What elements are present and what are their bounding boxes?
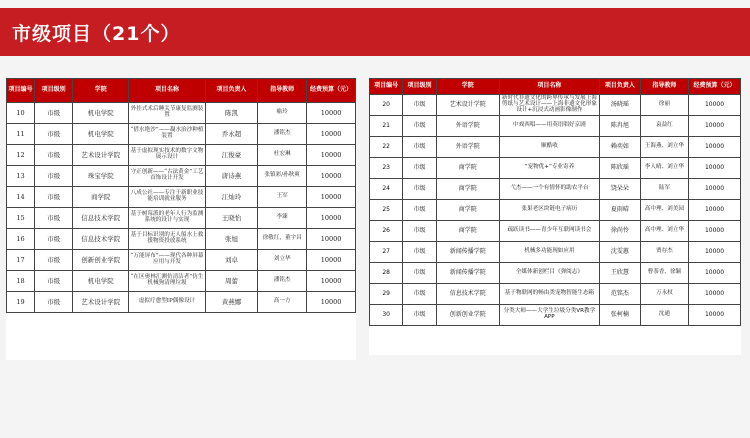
advisor-name: 王军 xyxy=(258,187,307,208)
project-level: 市级 xyxy=(34,292,72,313)
header-cell: 经费预算（元） xyxy=(307,79,356,103)
project-name: “宠物优+”专业寄养 xyxy=(499,158,599,179)
budget-amount: 10000 xyxy=(689,284,741,305)
header-cell: 项目负责人 xyxy=(599,79,640,95)
project-leader: 张柯楠 xyxy=(599,305,640,326)
table-row xyxy=(7,292,356,313)
table-row xyxy=(370,200,741,221)
project-number: 10 xyxy=(7,103,35,124)
header-cell: 项目编号 xyxy=(7,79,35,103)
project-level: 市级 xyxy=(403,137,436,158)
advisor-name: 高中理、刘立华 xyxy=(640,221,688,242)
project-number: 23 xyxy=(370,158,403,179)
college-name: 机电学院 xyxy=(73,271,129,292)
advisor-name: 高一方 xyxy=(258,292,307,313)
right-project-table xyxy=(369,78,741,355)
college-name: 商学院 xyxy=(73,187,129,208)
project-number: 19 xyxy=(7,292,35,313)
budget-amount: 10000 xyxy=(307,292,356,313)
table-row xyxy=(7,271,356,292)
project-name: 张果老区块链电子病历 xyxy=(499,200,599,221)
budget-amount: 10000 xyxy=(689,242,741,263)
project-leader: 陈欣瑶 xyxy=(599,158,640,179)
table-row xyxy=(7,103,356,124)
advisor-name: 徐敬红，董宇昌 xyxy=(258,229,307,250)
project-leader: 黄燕娜 xyxy=(205,292,257,313)
project-number: 29 xyxy=(370,284,403,305)
budget-amount: 10000 xyxy=(689,179,741,200)
project-number: 27 xyxy=(370,242,403,263)
college-name: 信息技术学院 xyxy=(436,284,499,305)
project-number: 17 xyxy=(7,250,35,271)
advisor-name: 潘铭杰 xyxy=(258,124,307,145)
table-row xyxy=(7,229,356,250)
table-row xyxy=(370,263,741,284)
project-level: 市级 xyxy=(403,284,436,305)
budget-amount: 10000 xyxy=(307,166,356,187)
project-number: 13 xyxy=(7,166,35,187)
project-number: 25 xyxy=(370,200,403,221)
project-number: 18 xyxy=(7,271,35,292)
project-level: 市级 xyxy=(34,103,72,124)
project-leader: 饶朵朵 xyxy=(599,179,640,200)
project-leader: 汤晓瑶 xyxy=(599,95,640,116)
budget-amount: 10000 xyxy=(689,137,741,158)
college-name: 机电学院 xyxy=(73,103,129,124)
advisor-name: 曹茶香、徐颖 xyxy=(640,263,688,284)
table-row xyxy=(370,116,741,137)
project-leader: 夏雨晴 xyxy=(599,200,640,221)
budget-amount: 10000 xyxy=(689,305,741,326)
table-row xyxy=(370,137,741,158)
budget-amount: 10000 xyxy=(689,263,741,284)
project-leader: 赖奕如 xyxy=(599,137,640,158)
budget-amount: 10000 xyxy=(689,95,741,116)
project-name: “在区奥林汇测仿清洁者”仿生机械狗清理垃圾 xyxy=(129,271,206,292)
table-row xyxy=(7,187,356,208)
table-row xyxy=(7,250,356,271)
college-name: 机电学院 xyxy=(73,124,129,145)
project-leader: 陈冉旭 xyxy=(599,116,640,137)
header-cell: 学院 xyxy=(436,79,499,95)
budget-amount: 10000 xyxy=(307,187,356,208)
advisor-name: 徐丽 xyxy=(640,95,688,116)
project-leader: 范铭杰 xyxy=(599,284,640,305)
table-row xyxy=(7,124,356,145)
project-name: 外挂式术后睡关节康复监测装置 xyxy=(129,103,206,124)
budget-amount: 10000 xyxy=(307,103,356,124)
project-leader: 徐尚怜 xyxy=(599,221,640,242)
left-project-table xyxy=(6,78,356,360)
college-name: 外语学院 xyxy=(436,137,499,158)
project-number: 21 xyxy=(370,116,403,137)
project-level: 市级 xyxy=(403,242,436,263)
project-number: 14 xyxy=(7,187,35,208)
header-cell: 指导教师 xyxy=(258,79,307,103)
project-name: 疏跃读书——青少年互联网读书会 xyxy=(499,221,599,242)
college-name: 商学院 xyxy=(436,221,499,242)
header-cell: 项目级别 xyxy=(34,79,72,103)
advisor-name: 张镇彩/孙秋爽 xyxy=(258,166,307,187)
project-number: 26 xyxy=(370,221,403,242)
project-name: 中戏西唱——用英语唱好京剧 xyxy=(499,116,599,137)
budget-amount: 10000 xyxy=(689,200,741,221)
college-name: 创新创业学院 xyxy=(436,305,499,326)
table-row xyxy=(7,145,356,166)
college-name: 珠宝学院 xyxy=(73,166,129,187)
title-banner xyxy=(0,8,750,56)
advisor-name: 王海燕、刘立华 xyxy=(640,137,688,158)
project-level: 市级 xyxy=(34,166,72,187)
project-level: 市级 xyxy=(34,145,72,166)
project-number: 30 xyxy=(370,305,403,326)
project-leader: 沈雯蕙 xyxy=(599,242,640,263)
project-leader: 乔永超 xyxy=(205,124,257,145)
page-title: 市级项目（21个） xyxy=(12,22,181,45)
header-cell: 学院 xyxy=(73,79,129,103)
table-row xyxy=(370,221,741,242)
table-header-row xyxy=(370,79,741,95)
project-number: 12 xyxy=(7,145,35,166)
budget-amount: 10000 xyxy=(307,271,356,292)
project-number: 20 xyxy=(370,95,403,116)
header-cell: 项目名称 xyxy=(499,79,599,95)
header-cell: 项目负责人 xyxy=(205,79,257,103)
project-name: 八成公社——专注于新职业技能培训就业服务 xyxy=(129,187,206,208)
project-level: 市级 xyxy=(34,208,72,229)
project-name: “万能屏布”——现代各种屏幕应用与开发 xyxy=(129,250,206,271)
budget-amount: 10000 xyxy=(307,145,356,166)
table-row xyxy=(370,284,741,305)
project-level: 市级 xyxy=(34,271,72,292)
college-name: 外语学院 xyxy=(436,116,499,137)
budget-amount: 10000 xyxy=(689,116,741,137)
project-name: 新时代非遗文化的跨界传承与发展上海剪纸与艺术设计——上海非遗文化形象设计+沉浸式动画影像制作 xyxy=(499,95,599,116)
advisor-name: 杜宏琳 xyxy=(258,145,307,166)
project-number: 24 xyxy=(370,179,403,200)
project-name: 全媒体新创栏目《弹阅志》 xyxy=(499,263,599,284)
header-cell: 项目编号 xyxy=(370,79,403,95)
advisor-name: 陆军 xyxy=(640,179,688,200)
table-row xyxy=(7,208,356,229)
college-name: 信息技术学院 xyxy=(73,229,129,250)
project-leader: 王欣慧 xyxy=(599,263,640,284)
table-row xyxy=(370,242,741,263)
project-leader: 王晓怡 xyxy=(205,208,257,229)
header-cell: 指导教师 xyxy=(640,79,688,95)
college-name: 商学院 xyxy=(436,179,499,200)
advisor-name: 高中理、刘美园 xyxy=(640,200,688,221)
project-leader: 江俊豪 xyxy=(205,145,257,166)
project-level: 市级 xyxy=(34,250,72,271)
project-level: 市级 xyxy=(403,158,436,179)
budget-amount: 10000 xyxy=(307,124,356,145)
college-name: 创新创业学院 xyxy=(73,250,129,271)
advisor-name: 沈通 xyxy=(640,305,688,326)
project-leader: 周蕾 xyxy=(205,271,257,292)
college-name: 艺术设计学院 xyxy=(73,292,129,313)
advisor-name: 刘立华 xyxy=(258,250,307,271)
budget-amount: 10000 xyxy=(689,158,741,179)
budget-amount: 10000 xyxy=(307,208,356,229)
project-name: “借水绝沙”——凝水治沙种植装置 xyxy=(129,124,206,145)
college-name: 新闻传播学院 xyxy=(436,242,499,263)
project-level: 市级 xyxy=(34,124,72,145)
project-number: 28 xyxy=(370,263,403,284)
project-name: 弋杰——一个有情怀的助农平台 xyxy=(499,179,599,200)
project-name: 基于树莓派的老年人行为监测系统的设计与实现 xyxy=(129,208,206,229)
project-number: 16 xyxy=(7,229,35,250)
header-cell: 经费预算（元） xyxy=(689,79,741,95)
header-cell: 项目级别 xyxy=(403,79,436,95)
project-level: 市级 xyxy=(34,187,72,208)
project-leader: 陈凯 xyxy=(205,103,257,124)
project-name: 分类大师——大学生垃圾分类VR教学APP xyxy=(499,305,599,326)
advisor-name: 李人晴、刘立华 xyxy=(640,158,688,179)
project-name: 基于虚拟现实技术的数字文物展示设计 xyxy=(129,145,206,166)
project-level: 市级 xyxy=(403,95,436,116)
college-name: 商学院 xyxy=(436,158,499,179)
project-number: 11 xyxy=(7,124,35,145)
project-level: 市级 xyxy=(403,263,436,284)
advisor-name: 袁益红 xyxy=(640,116,688,137)
advisor-name: 贾存杰 xyxy=(640,242,688,263)
budget-amount: 10000 xyxy=(689,221,741,242)
college-name: 艺术设计学院 xyxy=(436,95,499,116)
project-leader: 刘卓 xyxy=(205,250,257,271)
project-name: 顺酷收 xyxy=(499,137,599,158)
project-name: 守正创新——“古法黄金”工艺首饰设计开发 xyxy=(129,166,206,187)
project-level: 市级 xyxy=(34,229,72,250)
project-name: 基于物联网的畅由类宠物智能生态箱 xyxy=(499,284,599,305)
project-leader: 唐诗燕 xyxy=(205,166,257,187)
project-level: 市级 xyxy=(403,179,436,200)
table-row xyxy=(370,158,741,179)
budget-amount: 10000 xyxy=(307,229,356,250)
advisor-name: 万永权 xyxy=(640,284,688,305)
table-row xyxy=(370,95,741,116)
project-level: 市级 xyxy=(403,305,436,326)
project-number: 15 xyxy=(7,208,35,229)
table-header-row xyxy=(7,79,356,103)
project-name: 基于目标识别的无人船水上救援物资投放系统 xyxy=(129,229,206,250)
college-name: 艺术设计学院 xyxy=(73,145,129,166)
project-level: 市级 xyxy=(403,116,436,137)
table-row xyxy=(370,179,741,200)
college-name: 信息技术学院 xyxy=(73,208,129,229)
advisor-name: 喻玲 xyxy=(258,103,307,124)
college-name: 新闻传播学院 xyxy=(436,263,499,284)
advisor-name: 李臻 xyxy=(258,208,307,229)
project-number: 22 xyxy=(370,137,403,158)
project-name: 虚拟疗愈型IP偶像设计 xyxy=(129,292,206,313)
budget-amount: 10000 xyxy=(307,250,356,271)
project-leader: 江灿玲 xyxy=(205,187,257,208)
college-name: 商学院 xyxy=(436,200,499,221)
header-cell: 项目名称 xyxy=(129,79,206,103)
table-row xyxy=(370,305,741,326)
advisor-name: 潘铭杰 xyxy=(258,271,307,292)
project-level: 市级 xyxy=(403,200,436,221)
project-level: 市级 xyxy=(403,221,436,242)
project-leader: 张旭 xyxy=(205,229,257,250)
table-row xyxy=(7,166,356,187)
project-name: 机械多功能现如应用 xyxy=(499,242,599,263)
